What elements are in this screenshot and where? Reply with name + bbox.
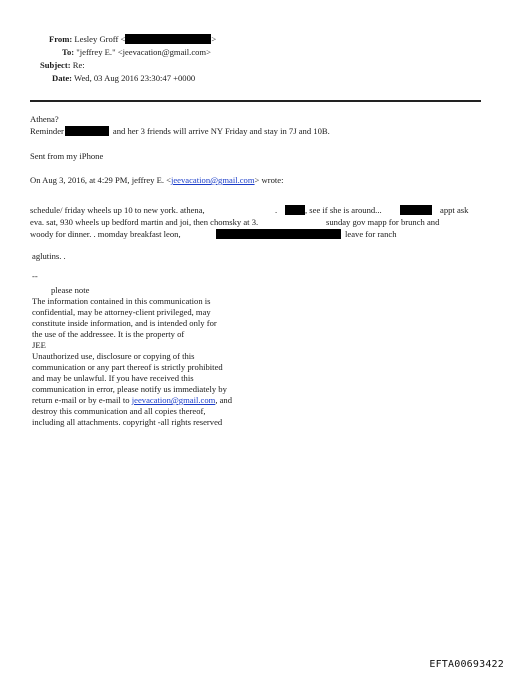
disclaimer-line: including all attachments. copyright -all rights reserved (32, 417, 223, 427)
schedule-line-3-end: leave for ranch (345, 229, 397, 239)
disclaimer-line: confidential, may be attorney-client privileged, may (32, 307, 211, 317)
from-label: From: (49, 34, 73, 44)
disclaimer-line: constitute inside information, and is intended only for (32, 318, 217, 328)
quote-email-link[interactable]: jeevacation@gmail.com (170, 175, 255, 185)
redaction-bar (285, 205, 305, 215)
disclaimer-line: Unauthorized use, disclosure or copying of this (32, 351, 195, 361)
redaction-bar (216, 229, 341, 240)
disclaimer-line: communication in error, please notify us immediately by (32, 384, 227, 394)
schedule-line-2-end: sunday gov mapp for brunch and (326, 217, 440, 227)
schedule-line-1-dot: . (275, 205, 278, 215)
schedule-line-1: schedule/ friday wheels up 10 to new york. athena, (30, 205, 205, 215)
document-id: EFTA00693422 (429, 659, 504, 670)
schedule-line-1-mid: , see if she is around... (285, 205, 382, 216)
body-line-reminder: Reminder and her 3 friends will arrive NY Friday and stay in 7J and 10B. (30, 126, 330, 136)
to-value: "jeffrey E." <jeevacation@gmail.com> (76, 47, 211, 57)
to-row (62, 47, 211, 58)
redaction-bar (400, 205, 432, 216)
disclaimer-line: and may be unlawful. If you have received this (32, 373, 194, 383)
redaction-bar (65, 126, 109, 136)
body-line-athena: Athena? (30, 114, 59, 124)
redaction-bar (125, 34, 211, 44)
subject-value: Re: (72, 60, 85, 70)
disclaimer-line: destroy this communication and all copies thereof, (32, 406, 206, 416)
disclaimer-line: JEE (32, 340, 46, 350)
date-label: Date: (52, 73, 73, 83)
from-row: From: Lesley Groff < > (49, 34, 217, 44)
schedule-line-1-end: appt ask (440, 205, 469, 215)
subject-label: Subject: (40, 60, 71, 70)
disclaimer-line: the use of the addressee. It is the property of (32, 329, 185, 339)
disclaimer-line: return e-mail or by e-mail to jeevacation@gmail.com, and (32, 395, 233, 405)
schedule-line-3: woody for dinner. . momday breakfast leon, (30, 229, 181, 239)
date-value: Wed, 03 Aug 2016 23:30:47 +0000 (74, 73, 196, 83)
signature-dashes: -- (32, 271, 38, 281)
schedule-line-2: eva. sat, 930 wheels up bedford martin and joi, then chomsky at 3. (30, 217, 259, 227)
to-label: To: (62, 47, 75, 57)
disclaimer-line: The information contained in this communication is (32, 296, 211, 306)
disclaimer-line: communication or any part thereof is strictly prohibited (32, 362, 223, 372)
disclaimer-line: please note (51, 285, 90, 295)
disclaimer-email-link[interactable]: jeevacation@gmail.com (131, 395, 216, 405)
sent-from: Sent from my iPhone (30, 151, 104, 161)
subject-row (40, 60, 85, 71)
aglutins-line: aglutins. . (32, 251, 66, 261)
date-row (52, 73, 195, 84)
from-value: Lesley Groff < (74, 34, 126, 44)
header-divider (30, 100, 481, 102)
quote-header: On Aug 3, 2016, at 4:29 PM, jeffrey E. <jeevacation@gmail.com> wrote: (30, 175, 284, 185)
